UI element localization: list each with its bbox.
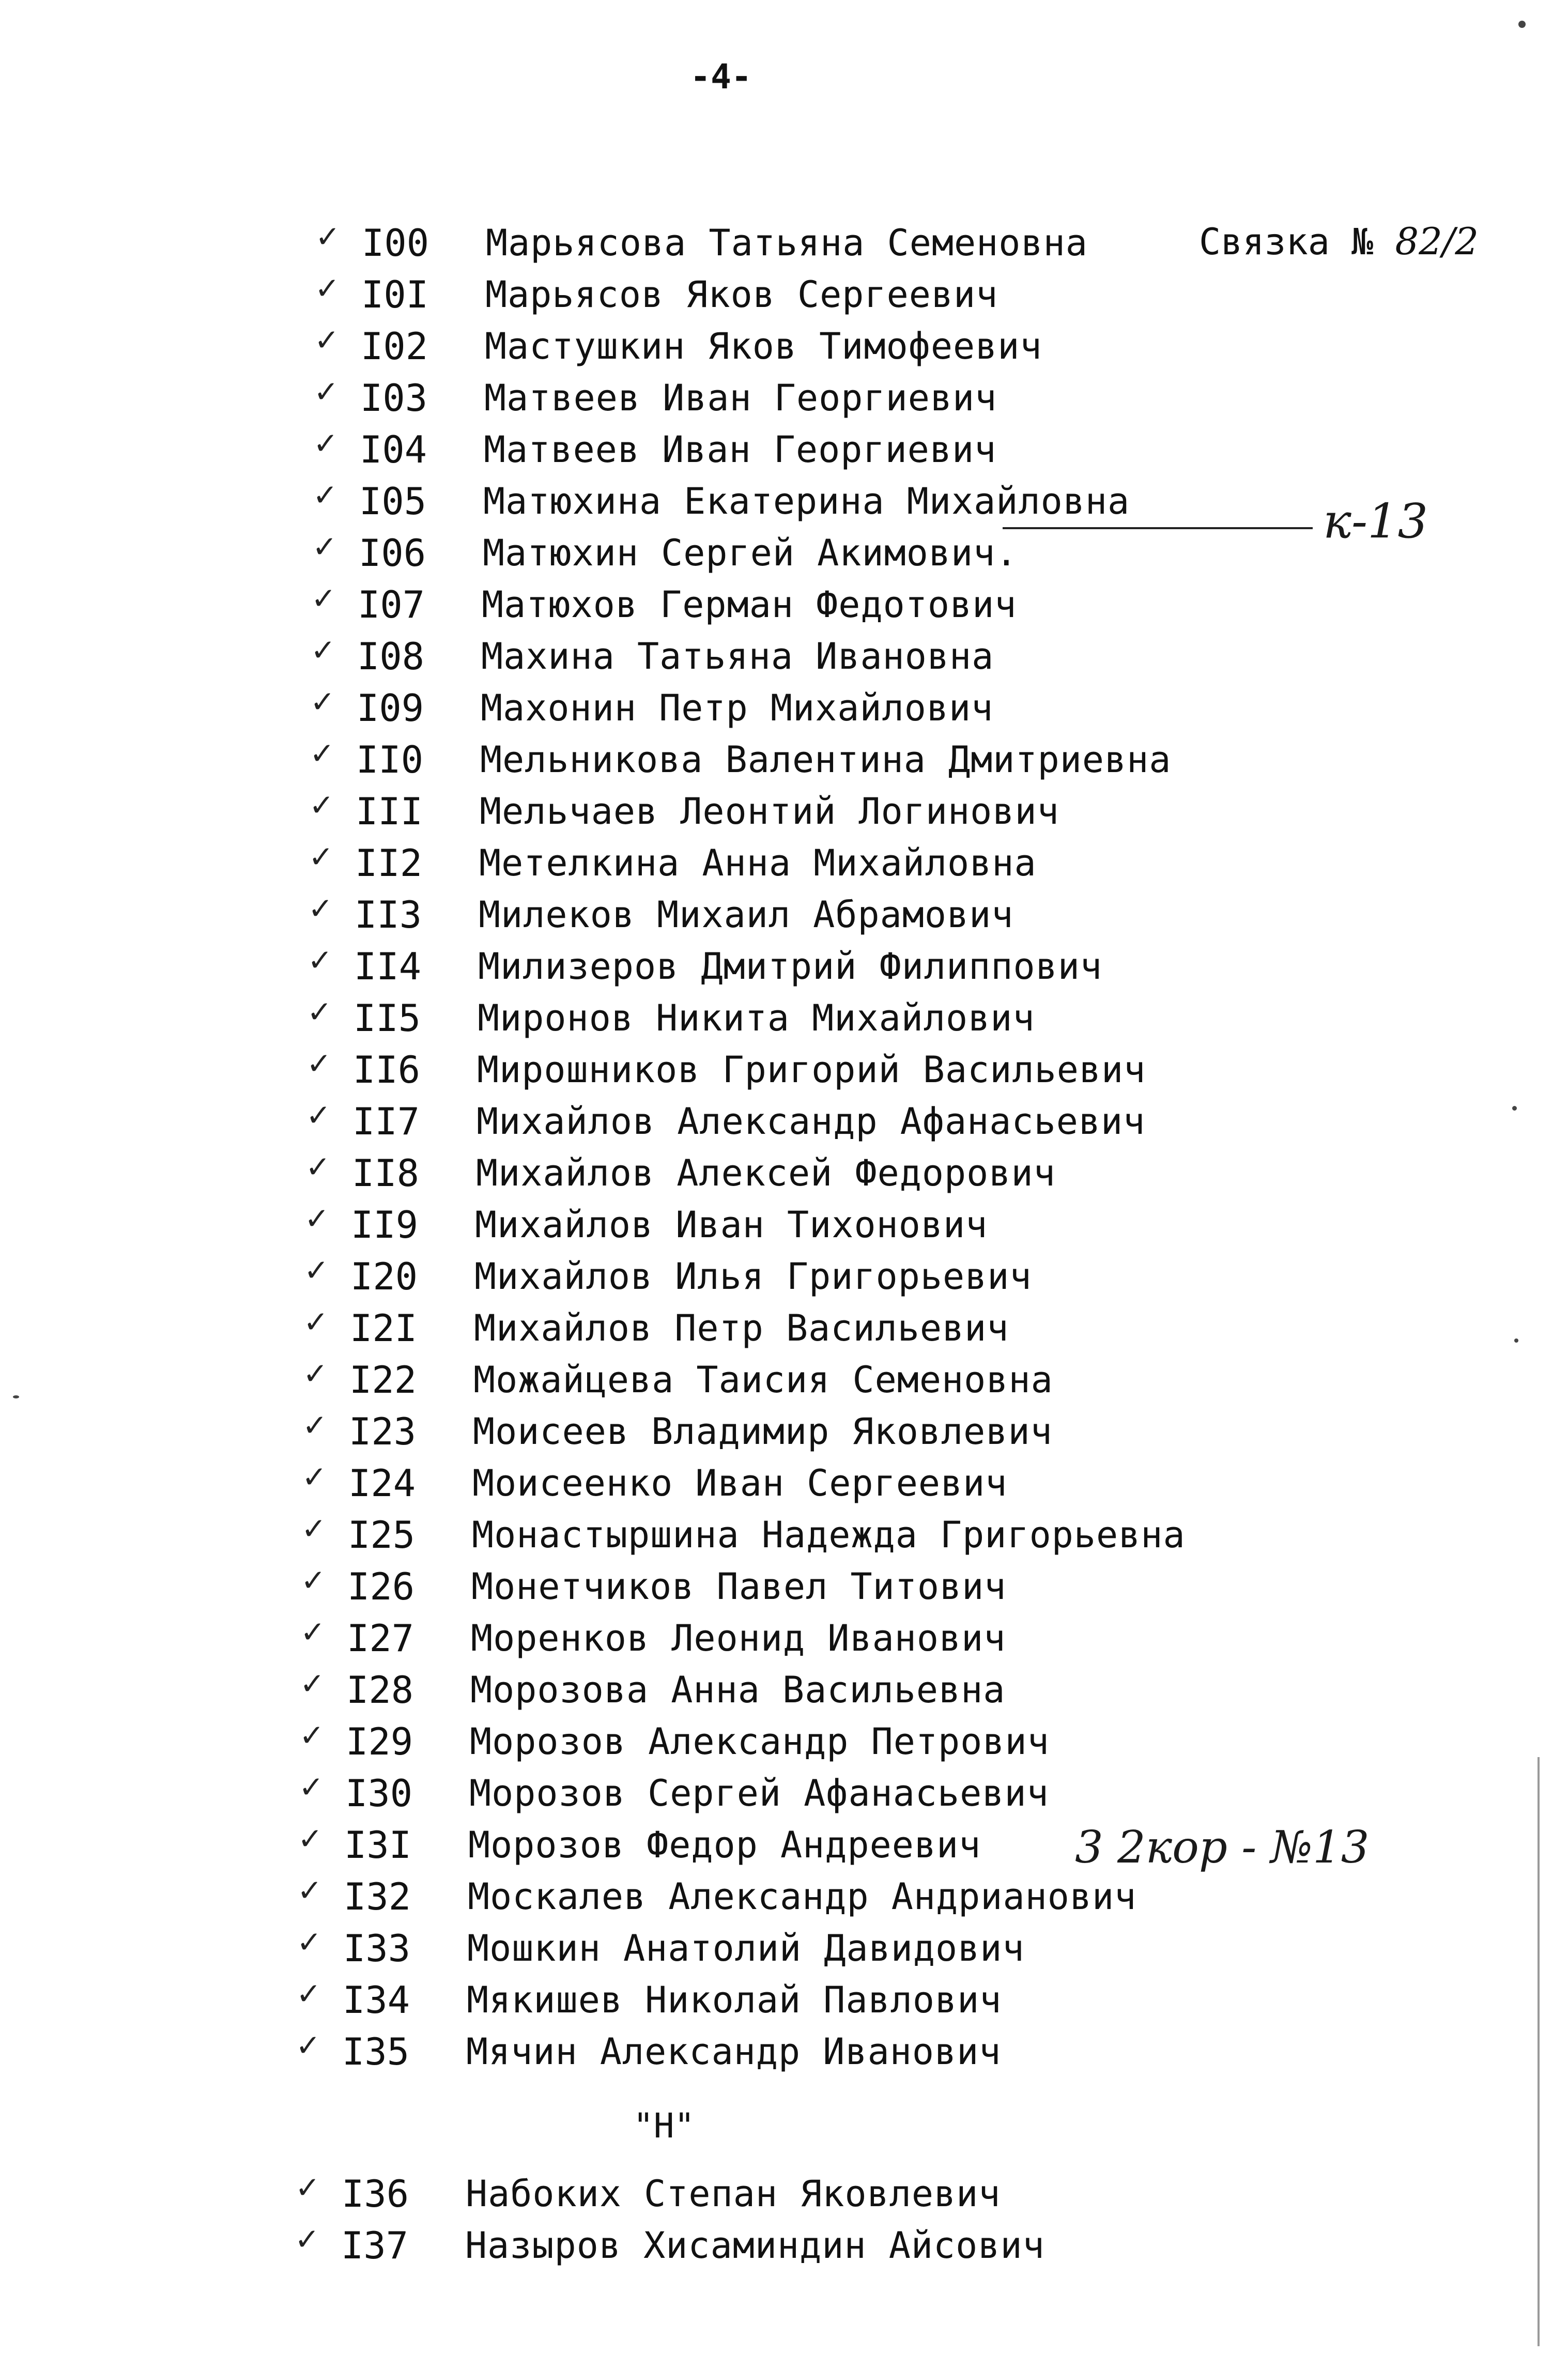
list-item — [311, 630, 1189, 682]
entry-name: Матюхина Екатерина Михайловна — [483, 480, 1130, 522]
checkmark-icon: ✓ — [303, 1304, 329, 1340]
entry-name: Морозов Александр Петрович — [470, 1720, 1050, 1763]
entry-name: Махина Татьяна Ивановна — [481, 635, 994, 678]
list-item — [315, 269, 1193, 320]
entry-name: Мельникова Валентина Дмитриевна — [480, 738, 1172, 781]
entry-number: I30 — [345, 1772, 413, 1815]
entry-name: Монетчиков Павел Титович — [471, 1565, 1007, 1608]
checkmark-icon: ✓ — [296, 1976, 321, 2011]
list-item — [310, 734, 1188, 786]
entry-name: Морозова Анна Васильевна — [470, 1669, 1006, 1711]
checkmark-icon: ✓ — [312, 529, 337, 564]
entry-name: Можайцева Таисия Семеновна — [473, 1359, 1053, 1401]
checkmark-icon: ✓ — [315, 219, 341, 254]
entry-name: Монастыршина Надежда Григорьевна — [472, 1514, 1186, 1556]
entry-name: Матюхин Сергей Акимович. — [483, 532, 1018, 574]
list-item — [302, 1457, 1180, 1509]
checkmark-icon: ✓ — [302, 1459, 327, 1495]
kor-annotation: 3 2кор - №13 — [1075, 1822, 1370, 1873]
checkmark-icon: ✓ — [305, 1149, 331, 1184]
checkmark-icon: ✓ — [297, 1873, 322, 1908]
bundle-label-text: Связка № — [1199, 221, 1374, 263]
checkmark-icon: ✓ — [315, 271, 340, 306]
list-item — [301, 1509, 1186, 1561]
entry-number: I35 — [342, 2030, 410, 2073]
entry-name: Матвеев Иван Георгиевич — [484, 377, 997, 419]
entry-number: I00 — [362, 221, 429, 265]
entry-name: Моисеев Владимир Яковлевич — [473, 1410, 1053, 1453]
entry-name: Михайлов Илья Григорьевич — [474, 1255, 1032, 1298]
list-item — [301, 1561, 1179, 1612]
checkmark-icon: ✓ — [304, 1201, 330, 1236]
list-item — [304, 1251, 1182, 1302]
list-item — [308, 889, 1187, 941]
entry-number: I36 — [342, 2172, 409, 2215]
entry-number: I33 — [343, 1927, 411, 1970]
checkmark-icon: ✓ — [308, 943, 333, 978]
entry-name: Морозов Федор Андреевич — [468, 1824, 981, 1866]
entry-number: I09 — [357, 686, 424, 730]
entry-number: I34 — [343, 1978, 410, 2022]
scan-speck — [1512, 1106, 1517, 1111]
entry-name: Мирошников Григорий Васильевич — [477, 1049, 1146, 1091]
entry-number: I20 — [350, 1255, 418, 1298]
entry-number: II9 — [351, 1203, 419, 1246]
entry-name: Мастушкин Яков Тимофеевич — [485, 325, 1042, 367]
entry-name: Михайлов Алексей Федорович — [476, 1152, 1056, 1194]
entry-name: Миронов Никита Михайлович — [478, 997, 1035, 1039]
entry-name: Михайлов Иван Тихонович — [475, 1204, 988, 1246]
scan-speck — [1514, 1338, 1518, 1343]
entry-number: I07 — [358, 583, 425, 626]
list-item — [296, 1974, 1175, 2026]
entry-number: I29 — [346, 1720, 413, 1763]
checkmark-icon: ✓ — [306, 1098, 331, 1133]
checkmark-icon: ✓ — [314, 322, 340, 358]
entry-number: I32 — [344, 1875, 411, 1918]
list-item — [309, 786, 1188, 837]
k13-annotation: к-13 — [1323, 494, 1428, 549]
entry-name: Набоких Степан Яковлевич — [466, 2173, 1001, 2215]
list-item — [295, 2168, 1174, 2220]
checkmark-icon: ✓ — [301, 1563, 326, 1598]
entry-number: I04 — [360, 428, 427, 471]
list-item — [306, 1096, 1185, 1147]
entry-number: I02 — [361, 325, 428, 368]
scan-speck — [1518, 21, 1526, 28]
checkmark-icon: ✓ — [314, 374, 339, 409]
entry-name: Марьясов Яков Сергеевич — [485, 273, 998, 316]
list-item — [297, 1922, 1175, 1974]
section-letter: "Н" — [633, 2106, 695, 2146]
checkmark-icon: ✓ — [300, 1614, 326, 1650]
entry-number: I2I — [350, 1306, 418, 1350]
entry-number: I37 — [341, 2224, 409, 2267]
page-edge-line — [1538, 1757, 1540, 2346]
entry-number: III — [356, 790, 423, 833]
list-item — [304, 1199, 1183, 1251]
entry-number: II5 — [353, 996, 421, 1040]
entry-name: Махонин Петр Михайлович — [481, 687, 994, 729]
list-item — [299, 1716, 1178, 1767]
checkmark-icon: ✓ — [296, 2028, 321, 2063]
list-item — [306, 1044, 1185, 1096]
list-item — [314, 320, 1193, 372]
entry-number: I0I — [361, 273, 429, 316]
list-item — [299, 1767, 1177, 1819]
checkmark-icon: ✓ — [295, 2222, 320, 2257]
checkmark-icon: ✓ — [311, 633, 336, 668]
checkmark-icon: ✓ — [311, 581, 336, 616]
list-item — [298, 1819, 1176, 1871]
entry-number: II6 — [353, 1048, 421, 1091]
entry-name: Моренков Леонид Иванович — [471, 1617, 1006, 1659]
list-item — [303, 1354, 1181, 1406]
checkmark-icon: ✓ — [302, 1408, 328, 1443]
list-item — [303, 1302, 1182, 1354]
entry-number: I03 — [360, 376, 428, 420]
bundle-handwritten-number: 82/2 — [1395, 220, 1479, 263]
list-item — [302, 1406, 1181, 1457]
checkmark-icon: ✓ — [299, 1718, 325, 1753]
checkmark-icon: ✓ — [308, 891, 333, 926]
list-item — [297, 1871, 1176, 1922]
scan-speck — [13, 1395, 19, 1398]
entry-name: Морозов Сергей Афанасьевич — [469, 1772, 1049, 1814]
page-number: -4- — [690, 57, 752, 97]
entry-name: Метелкина Анна Михайловна — [479, 842, 1037, 884]
entry-name: Моисеенко Иван Сергеевич — [472, 1462, 1008, 1504]
entry-number: I24 — [348, 1461, 416, 1505]
checkmark-icon: ✓ — [306, 1046, 332, 1081]
list-item — [300, 1612, 1179, 1664]
list-item — [307, 992, 1186, 1044]
entry-name: Михайлов Петр Васильевич — [474, 1307, 1009, 1349]
entry-name: Мошкин Анатолий Давидович — [467, 1927, 1025, 1969]
entry-number: II4 — [354, 945, 422, 988]
checkmark-icon: ✓ — [309, 839, 334, 874]
entry-name: Матюхов Герман Федотович — [482, 583, 1017, 626]
entry-number: I05 — [359, 480, 427, 523]
list-item — [310, 682, 1189, 734]
entry-name: Михайлов Александр Афанасьевич — [476, 1100, 1146, 1143]
checkmark-icon: ✓ — [310, 736, 335, 771]
entry-name: Милеков Михаил Абрамович — [479, 894, 1014, 936]
checkmark-icon: ✓ — [297, 1925, 322, 1960]
entry-number: II2 — [355, 841, 423, 885]
checkmark-icon: ✓ — [313, 426, 339, 461]
list-item — [295, 2220, 1173, 2271]
entry-number: I27 — [347, 1617, 414, 1660]
checkmark-icon: ✓ — [295, 2170, 320, 2205]
entry-number: I23 — [349, 1410, 417, 1453]
checkmark-icon: ✓ — [303, 1356, 328, 1391]
list-item — [296, 2026, 1174, 2077]
bundle-label — [1199, 220, 1479, 263]
entry-number: II3 — [355, 893, 422, 936]
list-item — [300, 1664, 1178, 1716]
list-item — [314, 372, 1192, 424]
entry-name: Матвеев Иван Георгиевич — [484, 428, 997, 471]
list-item — [309, 837, 1187, 889]
entry-number: I08 — [357, 635, 425, 678]
list-item — [313, 475, 1191, 527]
entry-name: Марьясова Татьяна Семеновна — [486, 222, 1088, 264]
checkmark-icon: ✓ — [298, 1821, 323, 1856]
checkmark-icon: ✓ — [301, 1511, 327, 1546]
list-item — [313, 424, 1192, 475]
list-item — [311, 579, 1190, 630]
checkmark-icon: ✓ — [307, 994, 332, 1029]
entry-number: I26 — [347, 1565, 415, 1608]
checkmark-icon: ✓ — [309, 788, 334, 823]
checkmark-icon: ✓ — [313, 478, 338, 513]
entry-number: I06 — [359, 531, 426, 575]
entry-name: Мякишев Николай Павлович — [467, 1979, 1002, 2021]
entry-name: Москалев Александр Андрианович — [468, 1875, 1137, 1918]
entry-number: II8 — [352, 1151, 420, 1195]
checkmark-icon: ✓ — [304, 1253, 329, 1288]
entry-number: II7 — [352, 1100, 420, 1143]
entry-number: I22 — [349, 1358, 417, 1402]
list-item — [312, 527, 1191, 579]
entry-number: I25 — [348, 1513, 416, 1557]
list-item — [305, 1147, 1184, 1199]
entry-name: Милизеров Дмитрий Филиппович — [478, 945, 1103, 988]
list-item — [315, 217, 1194, 269]
entry-number: I3I — [344, 1823, 412, 1867]
entry-name: Мельчаев Леонтий Логинович — [480, 790, 1059, 833]
list-item — [308, 941, 1186, 992]
checkmark-icon: ✓ — [299, 1769, 324, 1805]
entry-name: Назыров Хисаминдин Айсович — [465, 2224, 1045, 2267]
checkmark-icon: ✓ — [310, 684, 335, 719]
entry-number: II0 — [356, 738, 424, 781]
entry-number: I28 — [346, 1668, 414, 1712]
entry-name: Мячин Александр Иванович — [466, 2030, 1002, 2073]
checkmark-icon: ✓ — [300, 1666, 325, 1701]
